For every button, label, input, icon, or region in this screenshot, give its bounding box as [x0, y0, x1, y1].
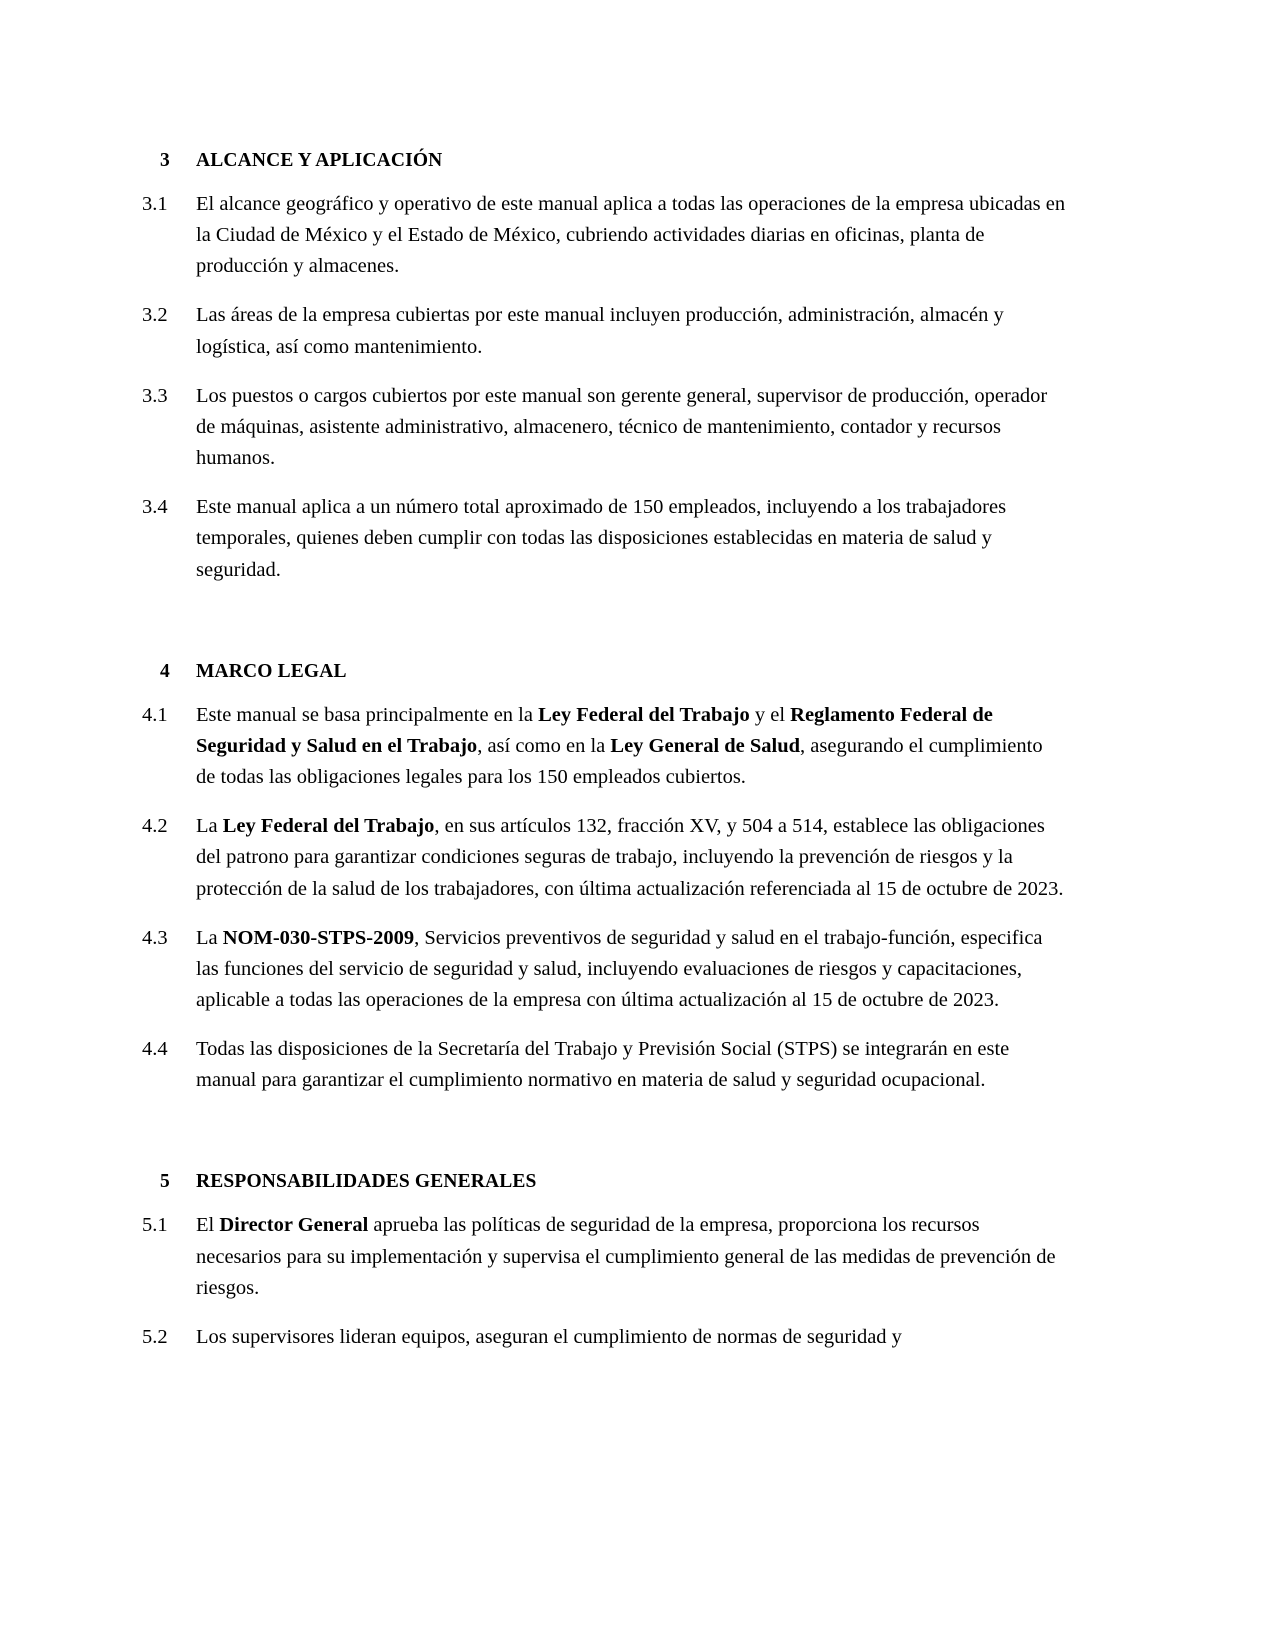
- clause: [142, 1034, 1067, 1096]
- clause-spacer: [142, 282, 1067, 300]
- section-number: 3: [160, 150, 170, 171]
- heading-spacer: [142, 172, 1067, 189]
- clause: [142, 923, 1067, 1016]
- clause-text: La Ley Federal del Trabajo, en sus artículos 132, fracción XV, y 504 a 514, establece las obligaciones del patrono para garantizar condiciones seguras de trabajo, incluyendo la prevención de riesgos y la protección de la salud de los trabajadores, con última actualización referenciada al 15 de octubre de 2023.: [196, 815, 1064, 900]
- section-number: 5: [160, 1171, 170, 1193]
- clause-text: Los puestos o cargos cubiertos por este manual son gerente general, supervisor de producción, operador de máquinas, asistente administrativo, almacenero, técnico de mantenimiento, contador y recursos humanos.: [196, 384, 1048, 470]
- section-heading: [142, 150, 1067, 172]
- clause-spacer: [142, 1016, 1067, 1034]
- clause-number: 3.2: [142, 304, 168, 327]
- section-spacer: [142, 1096, 1067, 1171]
- clause-spacer: [142, 905, 1067, 923]
- clause-number: 4.4: [142, 1038, 168, 1061]
- clause-number: 4.3: [142, 926, 168, 949]
- section-number: 4: [160, 660, 170, 682]
- clause: [142, 1210, 1067, 1303]
- clause-text: Las áreas de la empresa cubiertas por este manual incluyen producción, administración, almacén y logística, así como mantenimiento.: [196, 304, 1004, 358]
- clause: [142, 189, 1067, 282]
- section-heading: [142, 661, 1067, 683]
- heading-spacer: [142, 683, 1067, 700]
- clause-number: 3.3: [142, 384, 168, 407]
- section-title: MARCO LEGAL: [196, 660, 347, 682]
- document-content: [142, 150, 1067, 1353]
- clause-text: Todas las disposiciones de la Secretaría del Trabajo y Previsión Social (STPS) se integrarán en este manual para garantizar el cumplimiento normativo en materia de salud y seguridad ocupacional.: [196, 1038, 1010, 1092]
- clause-text: El alcance geográfico y operativo de este manual aplica a todas las operaciones de la empresa ubicadas en la Ciudad de México y el Estado de México, cubriendo actividades diarias en oficinas, planta de producción y almacenes.: [196, 193, 1066, 278]
- clause-text: Los supervisores lideran equipos, aseguran el cumplimiento de normas de seguridad y: [196, 1325, 902, 1348]
- clause-number: 5.2: [142, 1325, 168, 1348]
- heading-spacer: [142, 1193, 1067, 1210]
- clause-spacer: [142, 363, 1067, 381]
- clause-text: Este manual se basa principalmente en la Ley Federal del Trabajo y el Reglamento Federal de Seguridad y Salud en el Trabajo, así como en la Ley General de Salud, asegurando el cumplimiento de todas las obligaciones legales para los 150 empleados cubiertos.: [196, 703, 1043, 789]
- section-spacer: [142, 586, 1067, 661]
- section-title: ALCANCE Y APLICACIÓN: [196, 150, 443, 171]
- clause: [142, 700, 1067, 793]
- clause-text: El Director General aprueba las políticas de seguridad de la empresa, proporciona los recursos necesarios para su implementación y supervisa el cumplimiento general de las medidas de prevención de riesgos.: [196, 1214, 1056, 1299]
- clause-spacer: [142, 1304, 1067, 1322]
- clause: [142, 811, 1067, 904]
- clause: [142, 492, 1067, 585]
- clause-spacer: [142, 793, 1067, 811]
- clause-text: La NOM-030-STPS-2009, Servicios preventivos de seguridad y salud en el trabajo-función, especifica las funciones del servicio de seguridad y salud, incluyendo evaluaciones de riesgos y capacitaciones, aplicable a todas las operaciones de la empresa con última actualización al 15 de octubre de 2023.: [196, 926, 1043, 1011]
- clause-number: 3.1: [142, 193, 168, 215]
- clause-number: 4.1: [142, 703, 168, 726]
- clause: [142, 300, 1067, 362]
- section-title: RESPONSABILIDADES GENERALES: [196, 1171, 537, 1193]
- clause-number: 4.2: [142, 815, 168, 838]
- clause-text: Este manual aplica a un número total aproximado de 150 empleados, incluyendo a los trabajadores temporales, quienes deben cumplir con todas las disposiciones establecidas en materia de salud y seguridad.: [196, 496, 1007, 581]
- clause-spacer: [142, 474, 1067, 492]
- section-heading: [142, 1171, 1067, 1193]
- clause: [142, 1322, 1067, 1353]
- clause-number: 5.1: [142, 1214, 168, 1237]
- clause: [142, 381, 1067, 474]
- clause-number: 3.4: [142, 496, 168, 519]
